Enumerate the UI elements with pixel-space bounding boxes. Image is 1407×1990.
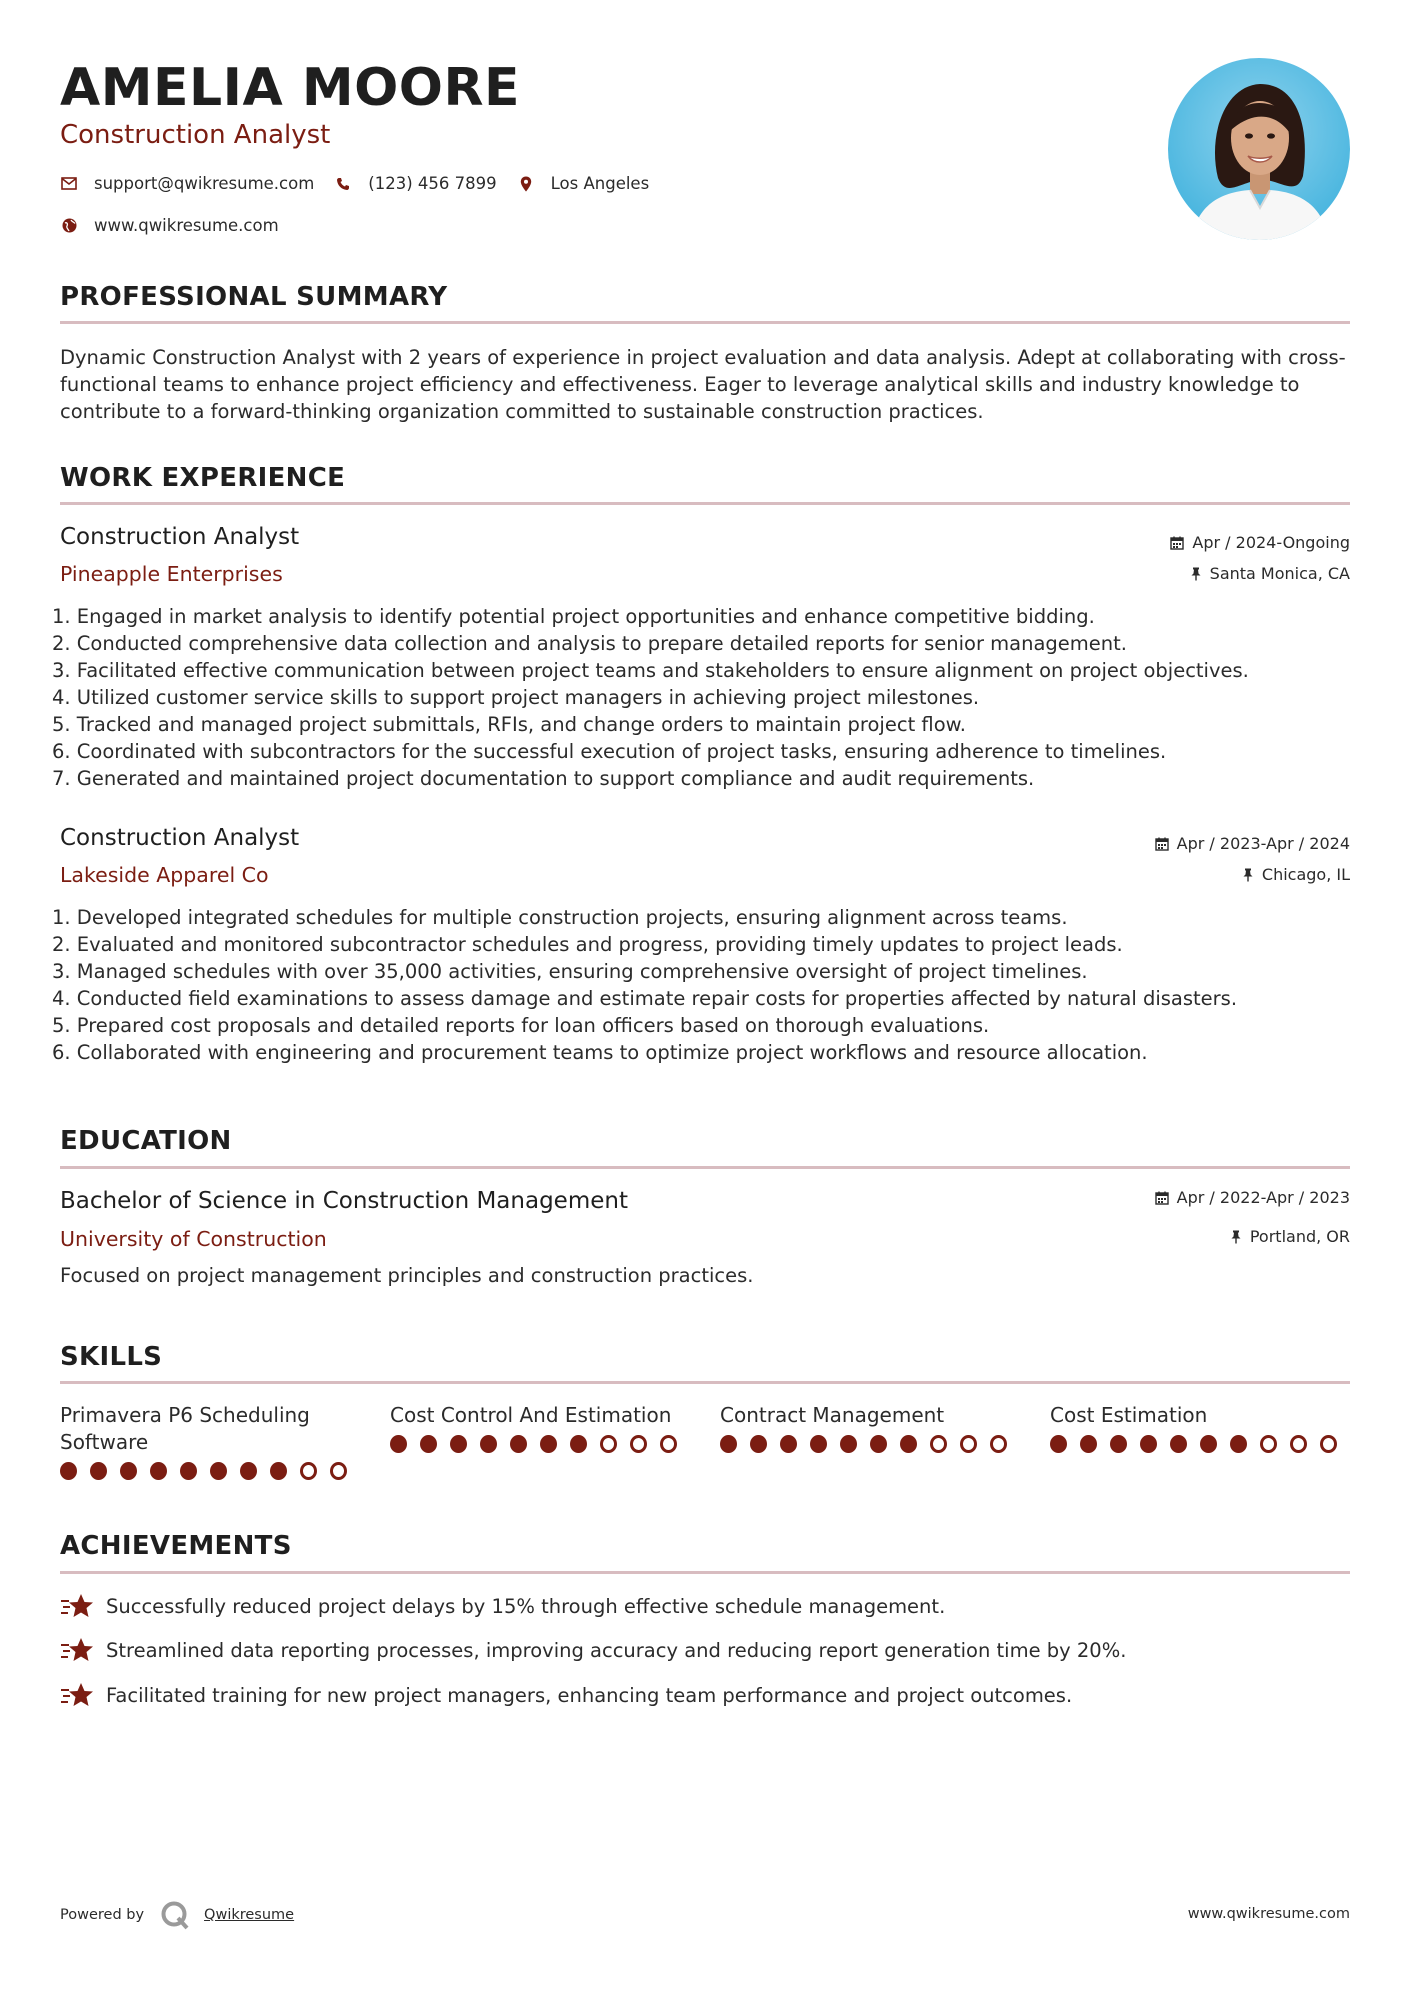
list-item: 6. Coordinated with subcontractors for the successful execution of project tasks, ensuring adherence to timelines. (52, 740, 1167, 763)
rating-dot-filled (1080, 1435, 1097, 1453)
skill-item (720, 1402, 1020, 1453)
rating-dot-filled (900, 1435, 917, 1453)
rating-dot-filled (240, 1462, 257, 1480)
skill-item (60, 1402, 360, 1480)
rating-dot-empty (600, 1435, 617, 1453)
rating-dot-filled (210, 1462, 227, 1480)
list-item: 1. Developed integrated schedules for multiple construction projects, ensuring alignment across teams. (52, 906, 1068, 929)
contact-row-secondary (60, 216, 279, 235)
job-bullets (52, 603, 1352, 792)
rating-dot-filled (750, 1435, 767, 1453)
education-location (1230, 1227, 1350, 1246)
skill-item (390, 1402, 690, 1453)
calendar-icon (1155, 1191, 1169, 1205)
rating-dot-filled (60, 1462, 77, 1480)
job-dates-text: Apr / 2023-Apr / 2024 (1176, 834, 1350, 853)
achievement-text: Streamlined data reporting processes, improving accuracy and reducing report generation time by 20%. (106, 1638, 1127, 1662)
job-bullets (52, 904, 1352, 1066)
rating-dot-empty (330, 1462, 347, 1480)
section-divider (60, 502, 1350, 505)
job-dates-text: Apr / 2024-Ongoing (1192, 533, 1350, 552)
skill-rating (60, 1462, 360, 1480)
skill-name: Cost Estimation (1050, 1403, 1208, 1427)
skill-rating (1050, 1435, 1350, 1453)
rating-dot-filled (1170, 1435, 1187, 1453)
rating-dot-filled (120, 1462, 137, 1480)
rating-dot-filled (150, 1462, 167, 1480)
rating-dot-filled (1140, 1435, 1157, 1453)
education-location-text: Portland, OR (1249, 1227, 1350, 1246)
rating-dot-empty (660, 1435, 677, 1453)
rating-dot-filled (510, 1435, 527, 1453)
rating-dot-filled (390, 1435, 407, 1453)
map-pin-icon (517, 175, 535, 193)
skill-item (1050, 1402, 1350, 1453)
job-location-text: Chicago, IL (1261, 865, 1350, 884)
rating-dot-filled (840, 1435, 857, 1453)
achievements-heading: ACHIEVEMENTS (60, 1531, 292, 1561)
skill-name: Primavera P6 Scheduling Software (60, 1403, 310, 1454)
rating-dot-filled (870, 1435, 887, 1453)
job-location (1242, 865, 1350, 884)
calendar-icon (1155, 837, 1169, 851)
rating-dot-filled (180, 1462, 197, 1480)
rating-dot-filled (540, 1435, 557, 1453)
achievement-item (60, 1681, 1072, 1709)
profile-photo (1168, 58, 1350, 240)
candidate-title: Construction Analyst (60, 120, 331, 150)
list-item: 1. Engaged in market analysis to identify potential project opportunities and enhance competitive bidding. (52, 605, 1095, 628)
summary-text: Dynamic Construction Analyst with 2 years of experience in project evaluation and data analysis. Adept at collaborating with cross-functional teams to enhance project efficiency and effectiveness. Eager to leverage analytical skills and industry knowledge to contribute to a forward-thinking organization committed to sustainable construction practices. (60, 346, 1346, 423)
rating-dot-filled (270, 1462, 287, 1480)
job-title: Construction Analyst (60, 825, 300, 851)
job-dates (1170, 533, 1350, 552)
rating-dot-filled (780, 1435, 797, 1453)
phone-icon (334, 175, 352, 193)
rating-dot-filled (810, 1435, 827, 1453)
email-link[interactable]: support@qwikresume.com (94, 174, 315, 193)
star-award-icon (60, 1636, 94, 1664)
rating-dot-filled (420, 1435, 437, 1453)
list-item: 6. Collaborated with engineering and procurement teams to optimize project workflows and resource allocation. (52, 1041, 1148, 1064)
skill-name: Contract Management (720, 1403, 945, 1427)
rating-dot-filled (90, 1462, 107, 1480)
job-dates (1155, 834, 1350, 853)
experience-heading: WORK EXPERIENCE (60, 463, 346, 493)
rating-dot-filled (1200, 1435, 1217, 1453)
rating-dot-empty (300, 1462, 317, 1480)
location-text: Los Angeles (550, 174, 650, 193)
pushpin-icon (1242, 868, 1254, 882)
resume-page (52, 0, 1350, 1990)
company-name: Lakeside Apparel Co (60, 863, 269, 887)
contact-row-primary (60, 174, 649, 193)
rating-dot-filled (480, 1435, 497, 1453)
section-divider (60, 1381, 1350, 1384)
list-item: 3. Facilitated effective communication between project teams and stakeholders to ensure alignment on project objectives. (52, 659, 1249, 682)
education-description: Focused on project management principles and construction practices. (60, 1264, 754, 1287)
list-item: 4. Conducted field examinations to assess damage and estimate repair costs for properties affected by natural disasters. (52, 987, 1238, 1010)
achievement-text: Facilitated training for new project managers, enhancing team performance and project outcomes. (106, 1683, 1073, 1707)
degree-title: Bachelor of Science in Construction Management (60, 1188, 628, 1214)
list-item: 5. Prepared cost proposals and detailed reports for loan officers based on thorough evaluations. (52, 1014, 990, 1037)
pushpin-icon (1230, 1230, 1242, 1244)
section-divider (60, 321, 1350, 324)
skills-heading: SKILLS (60, 1342, 163, 1372)
education-dates-text: Apr / 2022-Apr / 2023 (1176, 1188, 1350, 1207)
education-heading: EDUCATION (60, 1126, 232, 1156)
job-location (1190, 564, 1350, 583)
rating-dot-filled (1230, 1435, 1247, 1453)
list-item: 4. Utilized customer service skills to support project managers in achieving project milestones. (52, 686, 980, 709)
rating-dot-empty (630, 1435, 647, 1453)
rating-dot-empty (1320, 1435, 1337, 1453)
globe-icon (60, 217, 78, 235)
list-item: 5. Tracked and managed project submittals, RFIs, and change orders to maintain project flow. (52, 713, 966, 736)
phone-number[interactable]: (123) 456 7899 (368, 174, 497, 193)
calendar-icon (1170, 536, 1184, 550)
star-award-icon (60, 1681, 94, 1709)
qwikresume-logo-icon (160, 1900, 190, 1930)
list-item: 3. Managed schedules with over 35,000 activities, ensuring comprehensive oversight of project timelines. (52, 960, 1088, 983)
qwikresume-link[interactable]: Qwikresume (204, 1907, 295, 1923)
rating-dot-empty (1260, 1435, 1277, 1453)
list-item: 2. Evaluated and monitored subcontractor schedules and progress, providing timely updates to project leads. (52, 933, 1123, 956)
section-divider (60, 1166, 1350, 1169)
achievement-text: Successfully reduced project delays by 15% through effective schedule management. (106, 1594, 946, 1618)
rating-dot-empty (990, 1435, 1007, 1453)
school-name: University of Construction (60, 1227, 327, 1251)
list-item: 7. Generated and maintained project documentation to support compliance and audit requirements. (52, 767, 1035, 790)
skill-rating (390, 1435, 690, 1453)
star-award-icon (60, 1592, 94, 1620)
company-name: Pineapple Enterprises (60, 562, 283, 586)
rating-dot-empty (960, 1435, 977, 1453)
rating-dot-filled (450, 1435, 467, 1453)
achievement-item (60, 1636, 1126, 1664)
skill-name: Cost Control And Estimation (390, 1403, 672, 1427)
achievement-item (60, 1592, 945, 1620)
rating-dot-filled (720, 1435, 737, 1453)
pushpin-icon (1190, 567, 1202, 581)
section-divider (60, 1571, 1350, 1574)
job-location-text: Santa Monica, CA (1209, 564, 1350, 583)
candidate-name: AMELIA MOORE (60, 58, 521, 118)
summary-heading: PROFESSIONAL SUMMARY (60, 282, 448, 312)
powered-by-label: Powered by (60, 1907, 145, 1923)
education-dates (1155, 1188, 1350, 1207)
footer-powered-by (60, 1900, 294, 1930)
skill-rating (720, 1435, 1020, 1453)
rating-dot-empty (1290, 1435, 1307, 1453)
rating-dot-filled (1050, 1435, 1067, 1453)
list-item: 2. Conducted comprehensive data collection and analysis to prepare detailed reports for senior management. (52, 632, 1127, 655)
rating-dot-filled (1110, 1435, 1127, 1453)
website-link[interactable]: www.qwikresume.com (94, 216, 279, 235)
envelope-icon (60, 175, 78, 193)
job-title: Construction Analyst (60, 524, 300, 550)
rating-dot-filled (570, 1435, 587, 1453)
rating-dot-empty (930, 1435, 947, 1453)
footer-url[interactable]: www.qwikresume.com (1187, 1906, 1350, 1922)
